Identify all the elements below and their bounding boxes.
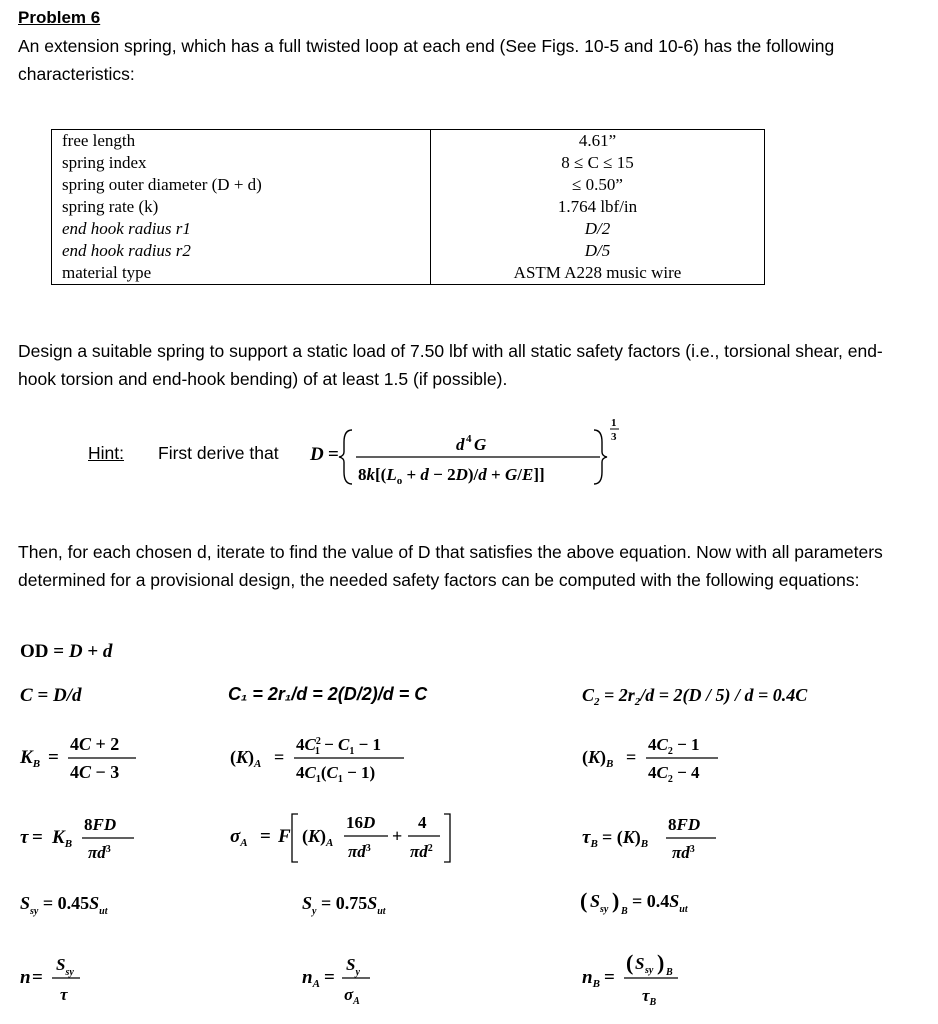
hint-label: Hint: [88,443,124,463]
svg-text:4: 4 [418,813,427,832]
svg-text:D: D [310,444,324,465]
svg-text:πd3: $\pi d^3$ [88,843,111,862]
svg-text:(: ( [580,888,588,913]
row-label: spring index [52,152,431,174]
svg-text:sy: sy [645,965,654,976]
svg-text:(: ( [626,950,634,975]
svg-text:(K)B: $(K)_B$ [582,747,614,770]
svg-text:nB: $n_B$ [582,967,600,990]
svg-text:=: = [260,826,271,847]
svg-text:τ: τ [60,985,68,1004]
svg-text:4C − 3: 4C − 3 [70,762,120,782]
svg-text:16D: 16D [346,813,376,832]
svg-text:4C + 2: 4C + 2 [70,734,120,754]
eq-sy [300,888,440,920]
eq-tau [18,810,138,866]
svg-text:= 0.4Sut: = $0.4S_{ut}$ [632,891,688,915]
svg-text:=: = [328,444,339,465]
svg-text:sy: sy [600,904,609,915]
svg-text:B: B [666,967,673,978]
eq-sigma-a [228,804,468,868]
table-row [52,262,765,285]
svg-text:(K)A: $(K)_A$ [302,826,334,849]
table-row [52,218,765,240]
svg-text:nA: $n_A$ [302,967,320,990]
svg-text:πd2: $\pi d^2$ [410,842,433,861]
row-label: spring rate (k) [52,196,431,218]
row-label: spring outer diameter (D + d) [52,174,431,196]
svg-text:4C1(C1 − 1): $4C_1(C_1 - 1)$ [296,763,376,785]
row-value: ASTM A228 music wire [431,262,765,285]
table-row [52,196,765,218]
eq-na [300,950,400,1010]
svg-text:Ssy = 0.45Sut: $S_{sy} = 0.45S_{ut}$ [20,893,108,917]
table-row [52,152,765,174]
svg-text:τ: τ [20,827,29,848]
row-value: D/2 [431,218,765,240]
svg-text:4: 4 [466,433,472,445]
eq-ka [228,730,408,786]
svg-text:σA: $\sigma_A$ [230,826,248,849]
svg-text:F: F [278,826,291,847]
table-row [52,174,765,196]
eq-ssy-b [578,880,728,920]
svg-text:KB: $K_B$ [20,747,41,770]
svg-text:KB: $K_B$ [52,827,73,850]
hint-text: First derive that [158,443,279,463]
svg-text:4C2 − 4: $4C_2 - 4$ [648,763,700,785]
svg-text:1: 1 [611,417,617,429]
svg-text:=: = [626,747,637,767]
eq-od [18,636,158,666]
row-label: end hook radius r2 [52,240,431,262]
svg-text:τB: $\tau_B$ [582,827,598,850]
problem-title: Problem 6 [18,8,101,27]
row-value: 4.61” [431,130,765,153]
svg-text:πd3: $\pi d^3$ [348,842,371,861]
spring-characteristics-table [51,129,765,285]
svg-text:B: B [621,906,628,917]
svg-text:8k[(Lo + d − 2D)/d + G/E]]: $8k[(L_o + d - 2D)/d + G/E]$] [358,465,545,487]
row-value: 1.764 lbf/in [431,196,765,218]
svg-text:4C2 − 1: $4C_2 - 1$ [648,735,700,757]
svg-text:σA: $\sigma_A$ [344,985,360,1007]
intro-paragraph: An extension spring, which has a full twisted loop at each end (See Figs. 10-5 and 10-6) has the following characteristics: [18,36,835,84]
eq-n [18,950,118,1010]
eq-tau-b [580,810,720,866]
row-label: free length [52,130,431,153]
row-label: material type [52,262,431,285]
svg-text:=: = [324,967,335,988]
eq-c1: C₁ = 2r₁/d = 2(D/2)/d = C [228,684,428,704]
svg-text:=: = [32,967,43,988]
svg-text:=: = [48,747,59,768]
svg-text:4C21 − C1 − 1: $4C^2$ $1 - C_1 - 1$ [296,735,382,757]
svg-text:OD = D + d: OD = D + d [20,641,113,662]
svg-text:=: = [32,827,43,848]
svg-text:(K)A: $(K)_A$ [230,747,262,770]
eq-c2 [580,680,880,712]
svg-text:=: = [274,747,285,767]
svg-text:τB: $\tau_B$ [642,986,657,1008]
row-label: end hook radius r1 [52,218,431,240]
eq-nb [580,944,700,1010]
eq-kb2 [580,730,720,786]
design-paragraph: Design a suitable spring to support a static load of 7.50 lbf with all static safety factors (i.e., torsional shear, end-hook torsion and end-hook bending) of at least 1.5 (if possible). [18,341,883,389]
svg-text:Ssy: $S_{sy}$ [56,955,74,978]
row-value: D/5 [431,240,765,262]
hint-equation [306,410,626,488]
svg-text:): ) [657,950,665,975]
eq-ssy [18,888,158,920]
row-value: 8 ≤ C ≤ 15 [431,152,765,174]
svg-text:): ) [612,888,620,913]
eq-spring-index [18,680,128,710]
table-row [52,130,765,153]
table-row [52,240,765,262]
svg-text:Sy: $S_y$ [346,955,360,978]
svg-text:d: d [456,435,465,454]
svg-text:=: = [604,967,615,988]
svg-text:S: S [590,891,601,911]
row-value: ≤ 0.50” [431,174,765,196]
svg-text:+: + [392,826,403,846]
svg-text:C = D/d: C = D/d [20,685,82,706]
svg-text:S: S [635,954,645,973]
eq-kb [18,730,138,786]
svg-text:C2 = 2r2/d = 2(D / 5) / d = 0.: $C_2 = 2r_2/d = 2(D / 5) / d = 0.4C$ [582,685,808,708]
svg-text:n: n [20,967,31,988]
svg-text:8FD: 8FD [668,815,701,834]
svg-text:3: 3 [611,431,617,443]
svg-text:= (K)B: = $(K)_B$ [602,827,649,850]
svg-text:Sy = 0.75Sut: $S_y = 0.75S_{ut}$ [302,893,386,917]
svg-text:8FD: 8FD [84,815,117,834]
then-paragraph: Then, for each chosen d, iterate to find the value of D that satisfies the above equation. Now with all parameters determined for a provisional design, the needed safety factors can be computed with the following equations: [18,542,883,590]
svg-text:πd3: $\pi d^3$ [672,843,695,862]
svg-text:G: G [474,435,487,454]
